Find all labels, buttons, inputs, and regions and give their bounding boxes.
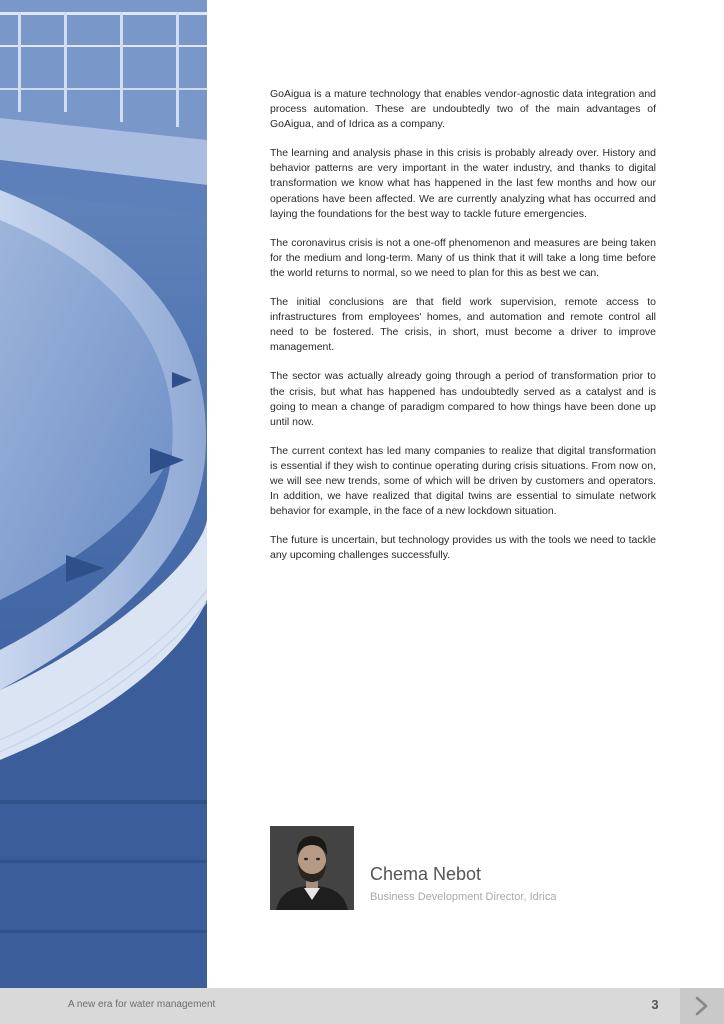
author-name: Chema Nebot	[370, 864, 482, 884]
author-portrait	[270, 826, 354, 910]
water-tank-photo	[0, 0, 207, 988]
page-number: 3	[651, 997, 659, 1012]
article-paragraph: The coronavirus crisis is not a one-off phenomenon and measures are being taken for the medium and long-term. Many of us think that it will take a long time before the world returns to normal, so we need to plan for this as best we can.	[270, 236, 656, 279]
chevron-right-icon	[694, 996, 710, 1016]
footer-title: A new era for water management	[68, 999, 216, 1010]
article-paragraph: The current context has led many companies to realize that digital transformation is essential if they wish to continue operating during crisis situations. From now on, we will see new trends, some of which will be driven by customers and operators. In addition, we have realized that digital twins are essential to simulate network behavior for example, in the face of a new lockdown situation.	[270, 444, 656, 518]
article-paragraph: GoAigua is a mature technology that enables vendor-agnostic data integration and process automation. These are undoubtedly two of the main advantages of GoAigua, and of Idrica as a company.	[270, 88, 656, 131]
article-paragraph: The sector was actually already going through a period of transformation prior to the crisis, but what has happened has undoubtedly served as a catalyst and is going to mean a change of paradigm compared to how things have been done up until now.	[270, 370, 656, 428]
article-body	[270, 87, 656, 577]
page-footer	[0, 988, 724, 1024]
author-role: Business Development Director, Idrica	[370, 891, 557, 903]
next-page-button[interactable]	[680, 988, 724, 1024]
article-paragraph: The learning and analysis phase in this crisis is probably already over. History and behavior patterns are very important in the water industry, and thanks to digital transformation we know what has happened in the last few months and how our operations have been affected. We are currently analyzing what has occurred and laying the foundations for the best way to tackle future emergencies.	[270, 147, 656, 220]
article-paragraph: The future is uncertain, but technology provides us with the tools we need to tackle any upcoming challenges successfully.	[270, 534, 656, 562]
article-paragraph: The initial conclusions are that field work supervision, remote access to infrastructures from employees' homes, and automation and remote control all need to be fostered. The crisis, in short, must become a driver to improve management.	[270, 296, 656, 354]
